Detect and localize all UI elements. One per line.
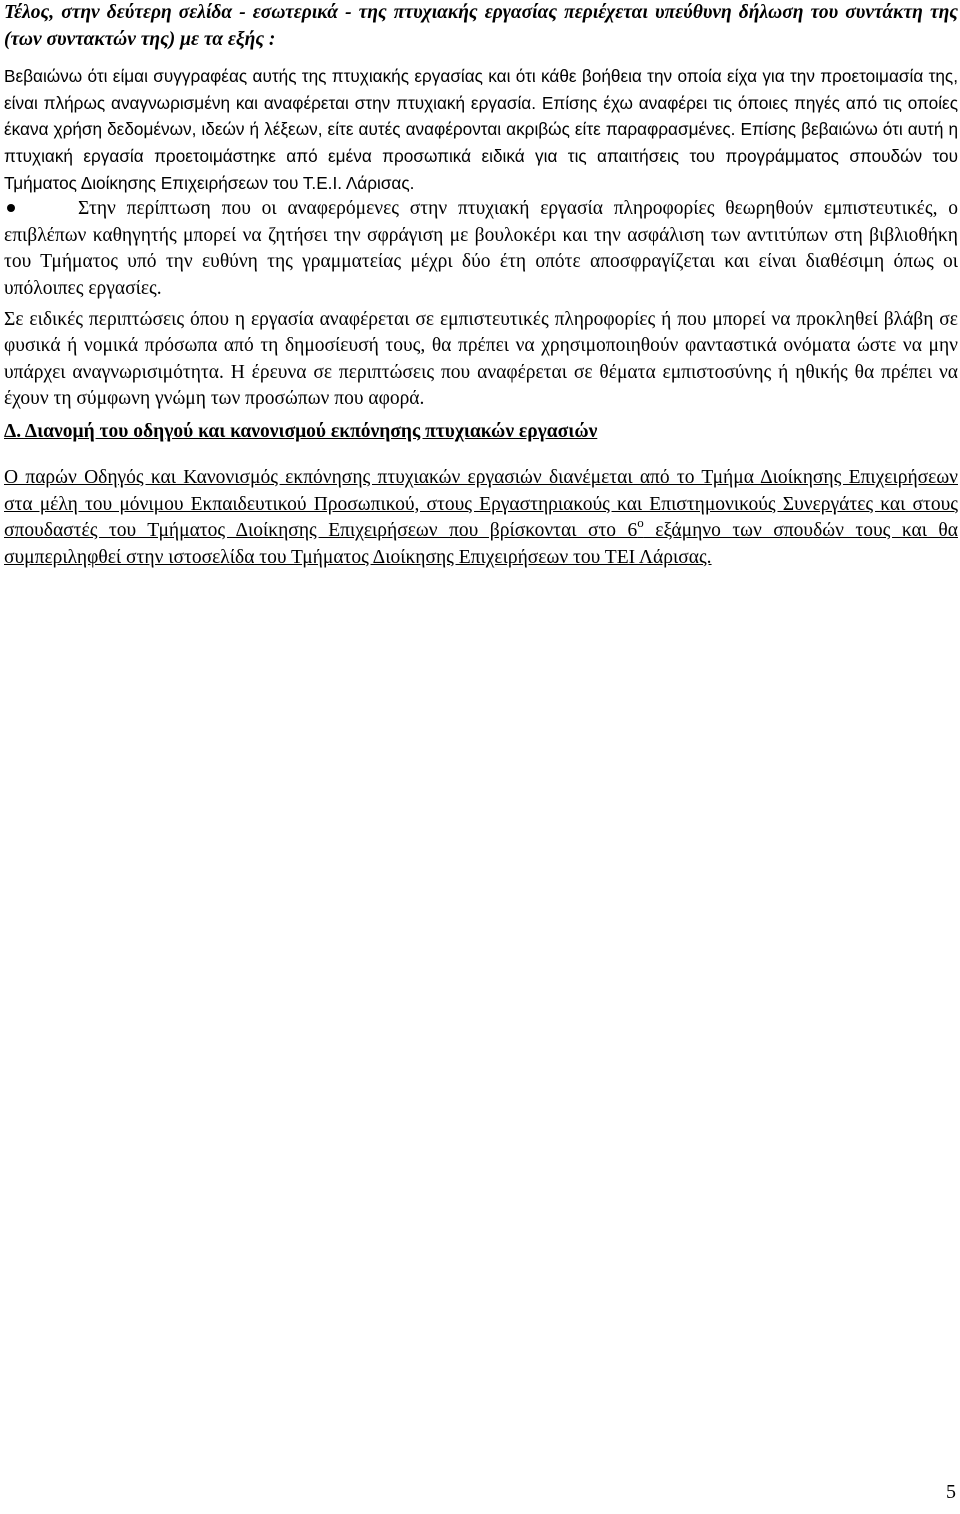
declaration-continuation: Επίσης βεβαιώνω ότι αυτή η πτυχιακή εργασία προετοιμάστηκε από εμένα προσωπικά ειδικά για τις απαιτήσεις του προγράμματος σπουδών του Τμήματος Διοίκησης Επιχειρήσεων του Τ.Ε.Ι. Λάρισας. xyxy=(4,119,958,193)
distribution-text-part1: Ο παρών Οδηγός και Κανονισμός εκπόνησης πτυχιακών εργασιών διανέμεται από το Τμήμα Διοίκησης Επιχειρήσεων στα μέλη του μόνιμου Εκπαιδευτικού Προσωπικού, στους Εργαστηριακούς και Επιστημονικούς Συνεργάτες και στους σπουδαστές του Τμήματος Διοίκησης Επιχειρήσεων που βρίσκονται στο 6 xyxy=(4,467,958,542)
distribution-text-part2: εξάμηνο των σπουδών τους και θα συμπεριληφθεί στην ιστοσελίδα του Τμήματος Διοίκησης Επιχειρήσεων του ΤΕΙ Λάρισας. xyxy=(4,520,958,568)
bullet-list-item xyxy=(4,196,958,302)
intro-paragraph: Τέλος, στην δεύτερη σελίδα - εσωτερικά - της πτυχιακής εργασίας περιέχεται υπεύθυνη δήλωση του συντάκτη της (των συντακτών της) με τα εξής : xyxy=(4,2,958,50)
declaration-paragraph xyxy=(4,63,958,196)
document-page xyxy=(4,0,958,571)
distribution-paragraph xyxy=(4,465,958,571)
distribution-superscript: ο xyxy=(637,514,644,530)
bullet-icon xyxy=(7,204,15,212)
bullet-text: Στην περίπτωση που οι αναφερόμενες στην πτυχιακή εργασία πληροφορίες θεωρηθούν εμπιστευτικές, ο επιβλέπων καθηγητής μπορεί να ζητήσει την σφράγιση με βουλοκέρι και την ασφάλιση των αντιτύπων στη βιβλιοθήκη του Τμήματος υπό την ευθύνη της γραμματείας μέχρι δύο έτη οπότε αποσφραγίζεται και είναι διαθέσιμη όπως οι υπόλοιπες εργασίες. xyxy=(4,198,958,299)
special-cases-paragraph: Σε ειδικές περιπτώσεις όπου η εργασία αναφέρεται σε εμπιστευτικές πληροφορίες ή που μπορεί να προκληθεί βλάβη σε φυσικά ή νομικά πρόσωπα από τη δημοσίευσή τους, θα πρέπει να χρησιμοποιηθούν φανταστικά ονόματα ώστε να μην υπάρχει αναγνωρισιμότητα. Η έρευνα σε περιπτώσεις που αναφέρεται σε θέματα εμπιστοσύνης ή ηθικής θα πρέπει να έχουν τη σύμφωνη γνώμη των προσώπων που αφορά. xyxy=(4,308,958,410)
declaration-text: Βεβαιώνω ότι είμαι συγγραφέας αυτής της πτυχιακής εργασίας και ότι κάθε βοήθεια την οποία είχα για την προετοιμασία της, είναι πλήρως αναγνωρισμένη και αναφέρεται στην πτυχιακή εργασία. Επίσης έχω αναφέρει τις όποιες πηγές από τις οποίες έκανα χρήση δεδομένων, ιδεών ή λέξεων, είτε αυτές αναφέρονται ακριβώς είτε παραφρασμένες. xyxy=(4,66,958,140)
section-heading: Δ. Διανομή του οδηγού και κανονισμού εκπόνησης πτυχιακών εργασιών xyxy=(4,420,598,442)
page-number: 5 xyxy=(946,1481,956,1503)
